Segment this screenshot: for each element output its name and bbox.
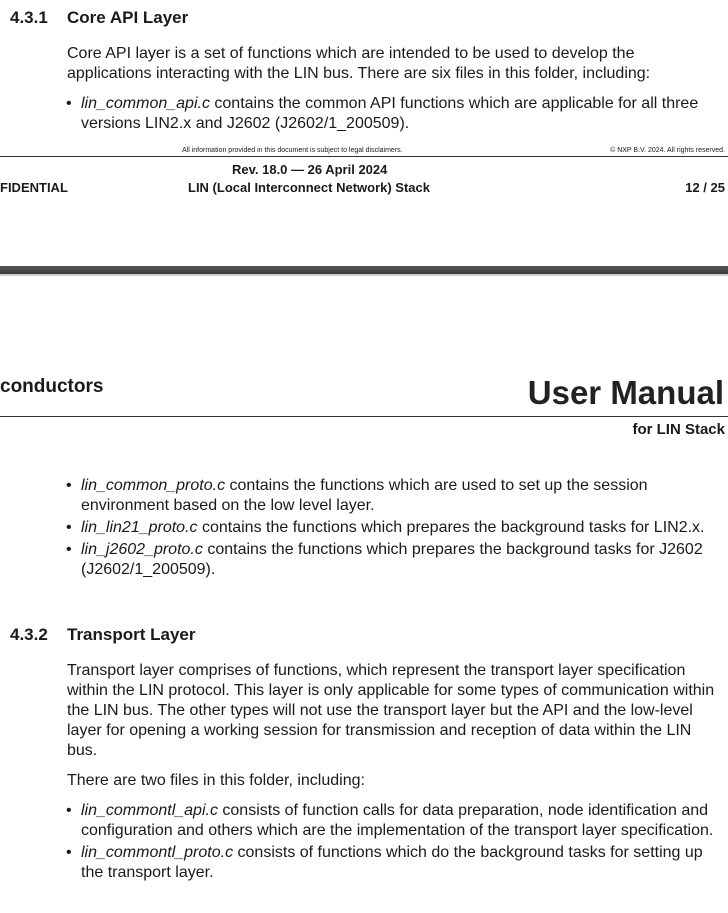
- confidential-label: FIDENTIAL: [0, 180, 68, 195]
- item-text: contains the common API functions which are applicable for all three versions LIN2.x and J2602 (J2602/1_200509).: [81, 95, 699, 132]
- section-number: 4.3.1: [10, 8, 48, 27]
- continued-bullet-list: [63, 476, 725, 582]
- document-subtitle: for LIN Stack: [632, 421, 725, 438]
- section-paragraph: There are two files in this folder, including:: [67, 772, 365, 789]
- list-item: [63, 476, 725, 516]
- section-paragraph: Core API layer is a set of functions which are intended to be used to develop the applications interacting with the LIN bus. There are six files in this folder, including:: [67, 45, 651, 82]
- header-divider: [0, 416, 728, 417]
- list-item: [63, 94, 725, 134]
- filename: lin_common_proto.c: [81, 477, 226, 494]
- page-number: 12 / 25: [685, 180, 725, 195]
- list-item: [63, 518, 725, 538]
- item-text: contains the functions which prepares the background tasks for J2602 (J2602/1_200509).: [81, 541, 703, 578]
- item-text: consists of functions which do the background tasks for setting up the transport layer.: [81, 844, 703, 881]
- section-number: 4.3.2: [10, 625, 48, 644]
- section-title: Core API Layer: [67, 8, 189, 27]
- revision-label: Rev. 18.0 — 26 April 2024: [232, 162, 388, 177]
- list-item: [63, 843, 725, 883]
- top-bullet-list: [63, 94, 725, 136]
- page-separator-shadow: [0, 274, 728, 276]
- legal-disclaimer: All information provided in this document is subject to legal disclaimers.: [182, 147, 403, 154]
- filename: lin_j2602_proto.c: [81, 541, 203, 558]
- list-item: [63, 540, 725, 580]
- list-item: [63, 801, 725, 841]
- item-text: consists of function calls for data preparation, node identification and configuration and others which are the implementation of the transport layer specification.: [81, 802, 714, 839]
- page-separator: [0, 266, 728, 274]
- company-name: conductors: [0, 376, 104, 397]
- document-type: User Manual: [527, 374, 724, 411]
- document-title: LIN (Local Interconnect Network) Stack: [188, 180, 430, 195]
- footer-divider: [0, 156, 728, 157]
- item-text: contains the functions which are used to set up the session environment based on the low level layer.: [81, 477, 648, 514]
- transport-bullet-list: [63, 801, 725, 885]
- item-text: contains the functions which prepares the background tasks for LIN2.x.: [197, 519, 705, 536]
- section-paragraph: Transport layer comprises of functions, which represent the transport layer specification within the LIN protocol. This layer is only applicable for some types of communication within the LIN bus. The other types will not use the transport layer but the API and the low-level layer for opening a working session for transmission and reception of data within the LIN bus.: [67, 662, 715, 759]
- filename: lin_commontl_proto.c: [81, 844, 234, 861]
- filename: lin_common_api.c: [81, 95, 210, 112]
- filename: lin_lin21_proto.c: [81, 519, 198, 536]
- section-title: Transport Layer: [67, 625, 196, 644]
- filename: lin_commontl_api.c: [81, 802, 218, 819]
- copyright-notice: © NXP B.V. 2024. All rights reserved.: [610, 147, 725, 154]
